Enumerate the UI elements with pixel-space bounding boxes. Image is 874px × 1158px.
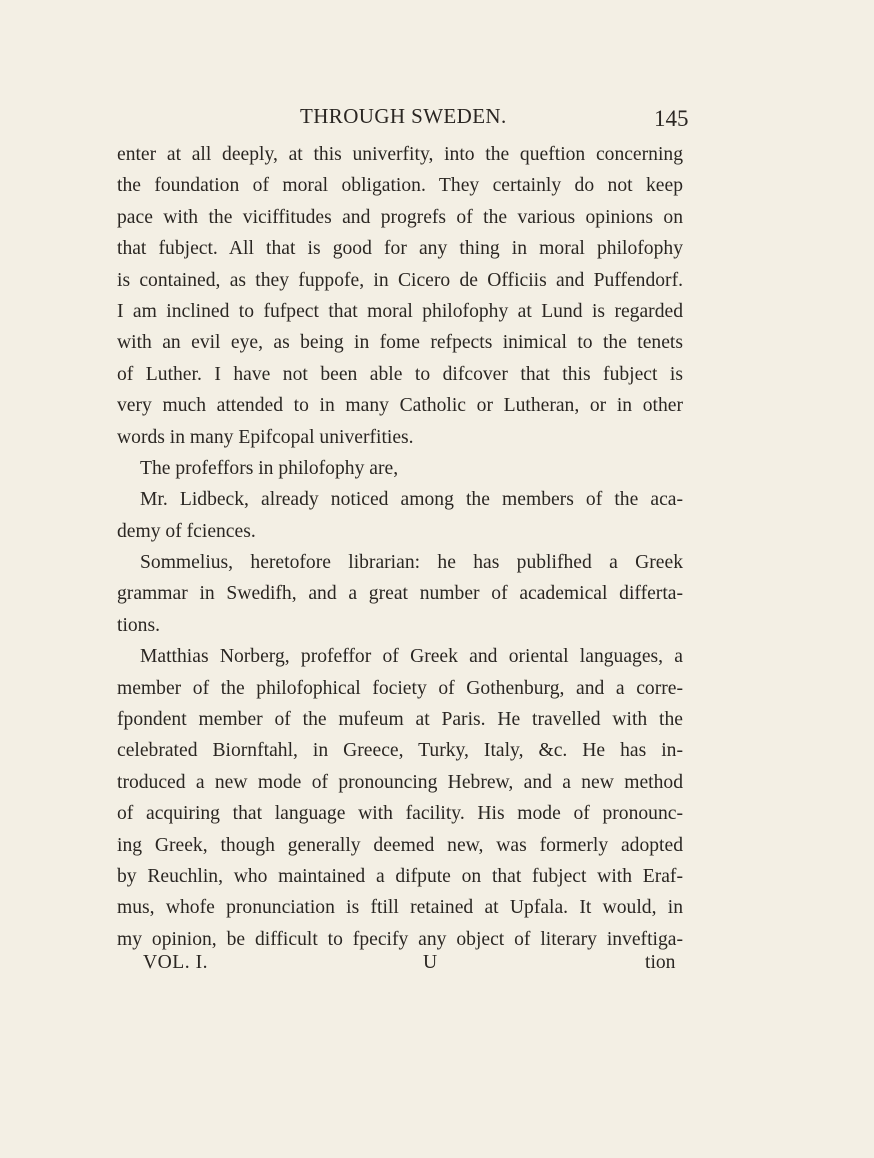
text-line: that fubject. All that is good for any thing in moral philofophy [117,238,683,260]
signature-mark: U [423,952,438,973]
text-line: Matthias Norberg, profeffor of Greek and oriental languages, a [140,646,683,668]
text-line: The profeffors in philofophy are, [140,457,399,479]
text-line: I am inclined to fufpect that moral philofophy at Lund is regarded [117,300,683,322]
volume-signature: VOL. I. [143,952,208,973]
text-line: Sommelius, heretofore librarian: he has publifhed a Greek [140,552,683,574]
text-line: very much attended to in many Catholic or Lutheran, or in other [117,395,683,417]
catchword: tion [645,952,676,973]
text-line: grammar in Swedifh, and a great number of academical differta- [117,583,683,605]
body-text [117,139,683,955]
text-line: with an evil eye, as being in fome refpects inimical to the tenets [117,332,683,354]
text-line: Mr. Lidbeck, already noticed among the members of the aca- [140,489,683,511]
text-line: demy of fciences. [117,520,256,542]
text-line: words in many Epifcopal univerfities. [117,426,414,448]
text-line: of Luther. I have not been able to difcover that this fubject is [117,363,683,385]
page-number: 145 [654,106,689,131]
text-line: of acquiring that language with facility. His mode of pronounc- [117,803,683,825]
running-head [0,104,874,134]
page-footer [0,952,874,982]
text-line: tions. [117,614,161,636]
text-line: troduced a new mode of pronouncing Hebrew, and a new method [117,771,683,793]
text-line: member of the philofophical fociety of Gothenburg, and a corre- [117,677,683,699]
text-line: my opinion, be difficult to fpecify any object of literary inveftiga- [117,928,683,950]
text-line: mus, whofe pronunciation is ftill retained at Upfala. It would, in [117,897,683,919]
text-line: by Reuchlin, who maintained a difpute on that fubject with Eraf- [117,865,683,887]
text-line: fpondent member of the mufeum at Paris. He travelled with the [117,709,683,731]
text-line: ing Greek, though generally deemed new, was formerly adopted [117,834,683,856]
text-line: the foundation of moral obligation. They certainly do not keep [117,175,683,197]
text-line: is contained, as they fuppofe, in Cicero de Officiis and Puffendorf. [117,269,683,291]
text-line: pace with the viciffitudes and progrefs of the various opinions on [117,206,683,228]
text-line: enter at all deeply, at this univerfity, into the queftion concerning [117,144,683,165]
text-line: celebrated Biornftahl, in Greece, Turky, Italy, &c. He has in- [117,740,683,762]
running-title: THROUGH SWEDEN. [300,104,507,128]
